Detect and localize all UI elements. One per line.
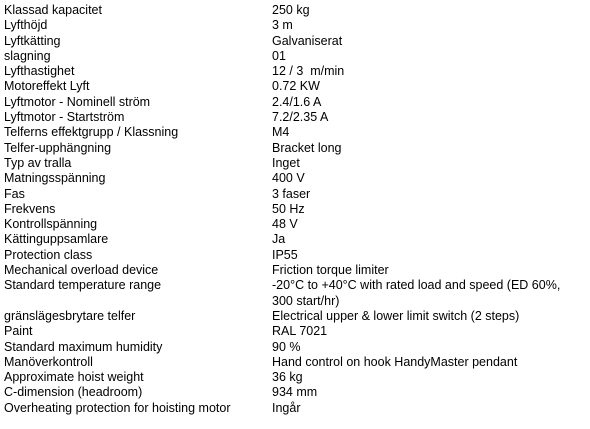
spec-row [4,18,588,33]
spec-row [4,385,588,400]
spec-row [4,401,588,416]
spec-row [4,49,588,64]
spec-label: Typ av tralla [4,155,72,170]
spec-label: Fas [4,186,25,201]
spec-label: Kättinguppsamlare [4,232,109,247]
spec-label: Matningsspänning [4,171,106,186]
spec-label: slagning [4,48,51,63]
spec-row [4,156,588,171]
spec-row [4,125,588,140]
spec-label: Telfer-upphängning [4,140,112,155]
spec-value: 7.2/2.35 A [272,110,329,125]
spec-row [4,95,588,110]
spec-value: Ingår [272,400,301,415]
spec-value: 36 kg [272,370,303,385]
spec-row [4,248,588,263]
spec-value: -20°C to +40°C with rated load and speed (ED 60%, 300 start/hr) [272,278,561,308]
spec-row [4,202,588,217]
spec-value: Inget [272,155,300,170]
spec-value: RAL 7021 [272,324,328,339]
spec-value: Hand control on hook HandyMaster pendant [272,354,518,369]
spec-label: Lyfthöjd [4,18,48,33]
spec-row [4,187,588,202]
spec-row [4,171,588,186]
spec-row [4,3,588,18]
spec-row [4,309,588,324]
spec-label: Lyfthastighet [4,64,75,79]
spec-row [4,355,588,370]
spec-label: Mechanical overload device [4,263,159,278]
spec-label: Klassad kapacitet [4,3,102,17]
spec-label: Manöverkontroll [4,354,93,369]
spec-value: Friction torque limiter [272,263,389,278]
spec-row [4,278,588,309]
spec-value: Ja [272,232,286,247]
spec-row [4,64,588,79]
spec-value: Bracket long [272,140,342,155]
spec-value: Electrical upper & lower limit switch (2 steps) [272,308,520,323]
spec-label: Paint [4,324,33,339]
spec-label: Kontrollspänning [4,217,98,232]
spec-value: M4 [272,125,290,140]
spec-value: 2.4/1.6 A [272,94,322,109]
spec-value: 400 V [272,171,305,186]
spec-label: Lyftmotor - Nominell ström [4,94,151,109]
spec-value: 12 / 3 m/min [272,64,345,79]
spec-row [4,340,588,355]
spec-row [4,141,588,156]
spec-row [4,79,588,94]
spec-label: Frekvens [4,201,56,216]
spec-row [4,324,588,339]
spec-value: 250 kg [272,3,310,17]
spec-value: 01 [272,48,286,63]
spec-label: Standard temperature range [4,278,162,293]
spec-label: Motoreffekt Lyft [4,79,90,94]
spec-label: gränslägesbrytare telfer [4,308,136,323]
spec-value: 3 faser [272,186,311,201]
spec-row [4,232,588,247]
spec-value: 0.72 KW [272,79,320,94]
spec-label: Overheating protection for hoisting motor [4,400,231,415]
spec-row [4,370,588,385]
spec-label: Telferns effektgrupp / Klassning [4,125,179,140]
spec-label: C-dimension (headroom) [4,385,143,400]
spec-value: 934 mm [272,385,318,400]
spec-value: 3 m [272,18,293,33]
spec-label: Lyftkätting [4,33,61,48]
spec-row [4,263,588,278]
spec-value: IP55 [272,247,298,262]
spec-label: Approximate hoist weight [4,370,144,385]
spec-row [4,110,588,125]
spec-value: 50 Hz [272,201,305,216]
spec-label: Protection class [4,247,93,262]
spec-value: 90 % [272,339,301,354]
spec-table [4,3,588,416]
spec-label: Standard maximum humidity [4,339,163,354]
spec-value: 48 V [272,217,298,232]
spec-value: Galvaniserat [272,33,343,48]
spec-row [4,217,588,232]
spec-row [4,34,588,49]
spec-label: Lyftmotor - Startström [4,110,125,125]
